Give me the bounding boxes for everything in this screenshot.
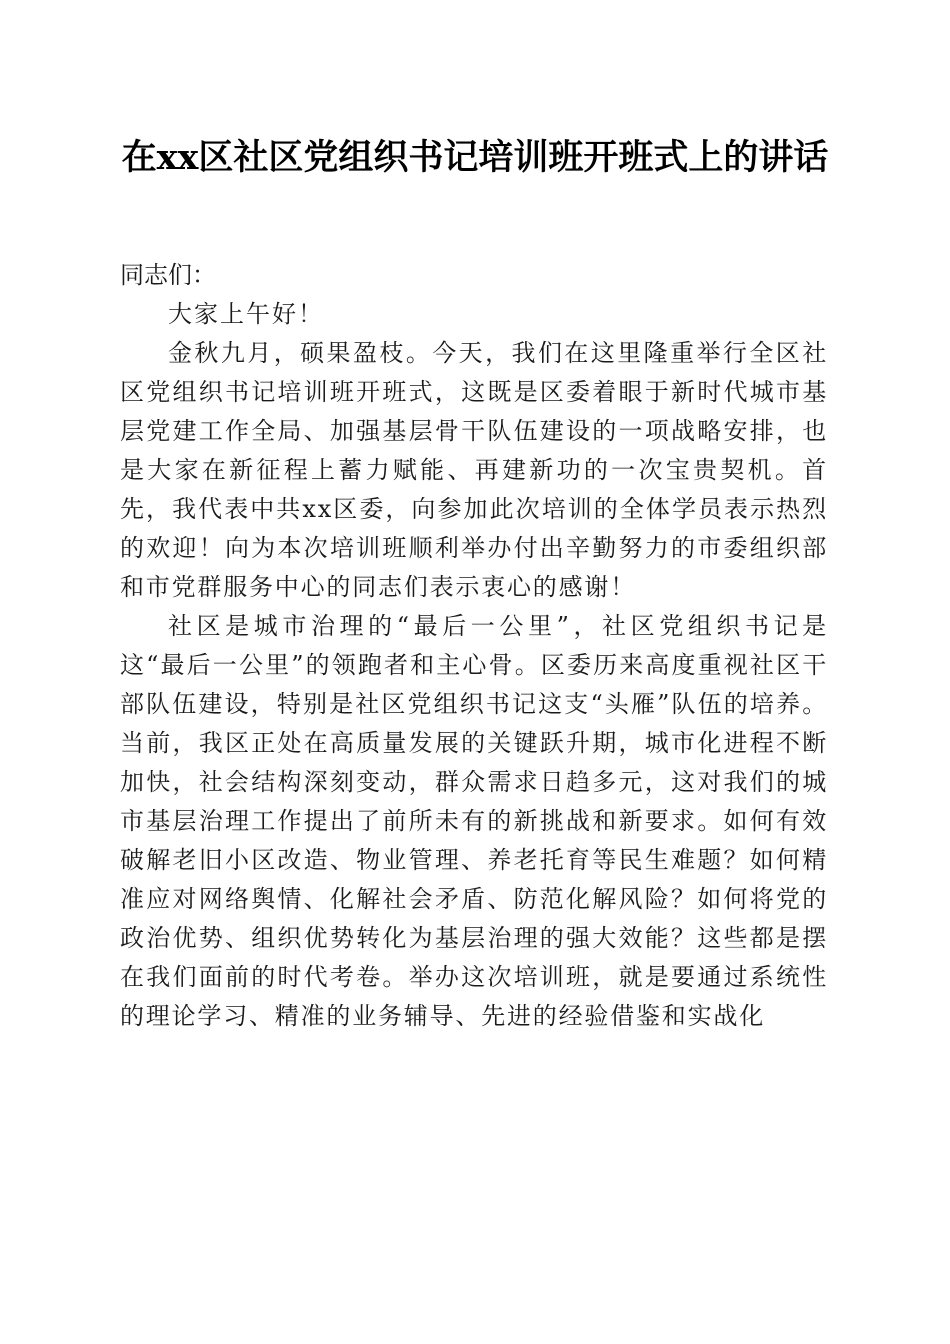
salutation: 同志们：	[120, 261, 216, 289]
paragraph-greeting: 大家上午好！	[168, 300, 324, 328]
paragraph-opening: 金秋九月，硕果盈枝。今天，我们在这里隆重举行全区社区党组织书记培训班开班式，这既是区委着眼于新时代城市基层党建工作全局、加强基层骨干队伍建设的一项战略安排，也是大家在新征程上蓄力赋能、再建新功的一次宝贵契机。首先，我代表中共xx区委，向参加此次培训的全体学员表示热烈的欢迎！向为本次培训班顺利举办付出辛勤努力的市委组织部和市党群服务中心的同志们表示衷心的感谢！	[120, 339, 828, 601]
document-body	[120, 256, 828, 1036]
paragraph-community: 社区是城市治理的“最后一公里”，社区党组织书记是这“最后一公里”的领跑者和主心骨。区委历来高度重视社区干部队伍建设，特别是社区党组织书记这支“头雁”队伍的培养。当前，我区正处在高质量发展的关键跃升期，城市化进程不断加快，社会结构深刻变动，群众需求日趋多元，这对我们的城市基层治理工作提出了前所未有的新挑战和新要求。如何有效破解老旧小区改造、物业管理、养老托育等民生难题？如何精准应对网络舆情、化解社会矛盾、防范化解风险？如何将党的政治优势、组织优势转化为基层治理的强大效能？这些都是摆在我们面前的时代考卷。举办这次培训班，就是要通过系统性的理论学习、精准的业务辅导、先进的经验借鉴和实战化	[120, 612, 828, 1030]
document-title: 在xx区社区党组织书记培训班开班式上的讲话	[121, 137, 829, 178]
